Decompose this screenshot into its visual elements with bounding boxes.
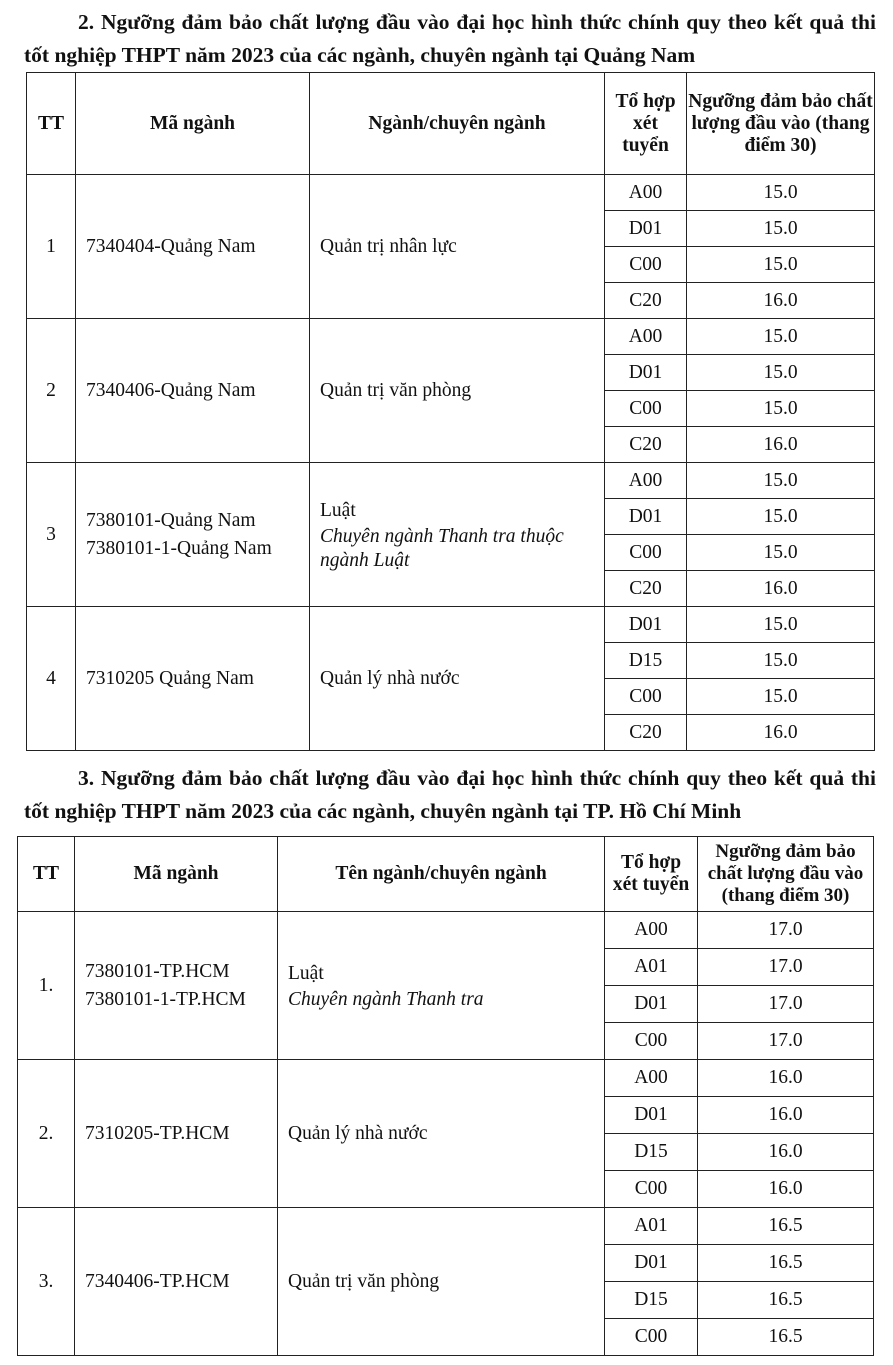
- threshold-score: 16.0: [698, 1060, 874, 1097]
- major-code-cell: [75, 1060, 278, 1208]
- combo-code: D01: [605, 211, 687, 247]
- major-code: 7340404-Quảng Nam: [86, 235, 256, 257]
- row-number: 2: [27, 319, 76, 463]
- major-code: 7340406-Quảng Nam: [86, 379, 256, 401]
- threshold-score: 16.0: [687, 571, 875, 607]
- combo-code: D15: [605, 1282, 698, 1319]
- major-code: 7310205 Quảng Nam: [86, 667, 254, 689]
- header-name: Ngành/chuyên ngành: [310, 73, 605, 175]
- row-number: 4: [27, 607, 76, 751]
- major-code: 7380101-TP.HCM: [85, 960, 230, 982]
- major-code: 7380101-1-TP.HCM: [85, 988, 246, 1010]
- combo-code: C20: [605, 571, 687, 607]
- combo-code: A00: [605, 175, 687, 211]
- threshold-score: 15.0: [687, 247, 875, 283]
- threshold-score: 17.0: [698, 949, 874, 986]
- combo-code: A01: [605, 949, 698, 986]
- threshold-score: 16.0: [687, 715, 875, 751]
- threshold-score: 15.0: [687, 643, 875, 679]
- threshold-score: 15.0: [687, 463, 875, 499]
- header-code: Mã ngành: [75, 837, 278, 912]
- header-threshold: Ngưỡng đảm bảo chất lượng đầu vào (thang điểm 30): [698, 837, 874, 912]
- combo-code: C00: [605, 391, 687, 427]
- table-row: [18, 912, 874, 949]
- section3-heading: [24, 762, 876, 828]
- section3-title: 3. Ngưỡng đảm bảo chất lượng đầu vào đại học hình thức chính quy theo kết quả thi tốt nghiệp THPT năm 2023 của các ngành, chuyên ngành tại TP. Hồ Chí Minh: [24, 766, 876, 823]
- row-number: 2.: [18, 1060, 75, 1208]
- threshold-score: 15.0: [687, 211, 875, 247]
- major-name: Quản trị nhân lực: [320, 235, 457, 257]
- specialization: Chuyên ngành Thanh tra: [288, 988, 484, 1010]
- threshold-score: 15.0: [687, 499, 875, 535]
- combo-code: C20: [605, 715, 687, 751]
- combo-code: C00: [605, 1319, 698, 1356]
- major-name-cell: [278, 1060, 605, 1208]
- combo-code: D01: [605, 607, 687, 643]
- header-combo: Tổ hợp xét tuyển: [605, 73, 687, 175]
- combo-code: D15: [605, 1134, 698, 1171]
- threshold-score: 17.0: [698, 1023, 874, 1060]
- threshold-score: 16.0: [698, 1097, 874, 1134]
- major-code: 7340406-TP.HCM: [85, 1270, 230, 1292]
- major-code: 7380101-Quảng Nam: [86, 509, 256, 531]
- major-name-cell: [278, 1208, 605, 1356]
- combo-code: C00: [605, 1171, 698, 1208]
- threshold-score: 15.0: [687, 679, 875, 715]
- combo-code: D15: [605, 643, 687, 679]
- combo-code: A00: [605, 463, 687, 499]
- major-name: Quản lý nhà nước: [320, 667, 460, 689]
- row-number: 1.: [18, 912, 75, 1060]
- combo-code: A00: [605, 319, 687, 355]
- threshold-score: 16.0: [698, 1134, 874, 1171]
- major-name-cell: [310, 607, 605, 751]
- table-row: [27, 607, 875, 643]
- combo-code: C00: [605, 679, 687, 715]
- threshold-score: 15.0: [687, 607, 875, 643]
- section2-table: [26, 72, 875, 751]
- combo-code: A00: [605, 1060, 698, 1097]
- table-row: [27, 319, 875, 355]
- major-name-cell: [278, 912, 605, 1060]
- section2-body: [27, 175, 875, 751]
- major-code: 7310205-TP.HCM: [85, 1122, 230, 1144]
- threshold-score: 17.0: [698, 986, 874, 1023]
- header-threshold: Ngưỡng đảm bảo chất lượng đầu vào (thang điểm 30): [687, 73, 875, 175]
- threshold-score: 15.0: [687, 535, 875, 571]
- row-number: 3: [27, 463, 76, 607]
- table-row: [18, 1060, 874, 1097]
- major-code-cell: [76, 175, 310, 319]
- combo-code: D01: [605, 986, 698, 1023]
- threshold-score: 16.5: [698, 1245, 874, 1282]
- section3-table: [17, 836, 874, 1356]
- table-row: [18, 1208, 874, 1245]
- major-code-cell: [75, 912, 278, 1060]
- major-name: Quản trị văn phòng: [320, 379, 472, 401]
- table-row: [27, 463, 875, 499]
- combo-code: C20: [605, 427, 687, 463]
- combo-code: A01: [605, 1208, 698, 1245]
- combo-code: C00: [605, 1023, 698, 1060]
- header-tt: TT: [27, 73, 76, 175]
- specialization: Chuyên ngành Thanh tra thuộc ngành Luật: [320, 525, 564, 571]
- section2-title: 2. Ngưỡng đảm bảo chất lượng đầu vào đại học hình thức chính quy theo kết quả thi tốt nghiệp THPT năm 2023 của các ngành, chuyên ngành tại Quảng Nam: [24, 10, 876, 67]
- combo-code: C00: [605, 247, 687, 283]
- major-name-cell: [310, 175, 605, 319]
- header-combo: Tổ hợp xét tuyển: [605, 837, 698, 912]
- threshold-score: 16.0: [698, 1171, 874, 1208]
- major-code-cell: [75, 1208, 278, 1356]
- table-row: [27, 175, 875, 211]
- major-name: Luật: [288, 962, 324, 984]
- row-number: 3.: [18, 1208, 75, 1356]
- major-code-cell: [76, 319, 310, 463]
- major-name: Luật: [320, 499, 356, 521]
- threshold-score: 16.0: [687, 283, 875, 319]
- major-code: 7380101-1-Quảng Nam: [86, 537, 272, 559]
- combo-code: D01: [605, 355, 687, 391]
- major-name: Quản lý nhà nước: [288, 1122, 428, 1144]
- section3-table-wrap: [17, 836, 874, 1356]
- threshold-score: 15.0: [687, 175, 875, 211]
- major-name-cell: [310, 463, 605, 607]
- major-name: Quản trị văn phòng: [288, 1270, 440, 1292]
- combo-code: D01: [605, 499, 687, 535]
- combo-code: C20: [605, 283, 687, 319]
- major-name-cell: [310, 319, 605, 463]
- threshold-score: 17.0: [698, 912, 874, 949]
- header-name: Tên ngành/chuyên ngành: [278, 837, 605, 912]
- threshold-score: 16.0: [687, 427, 875, 463]
- combo-code: A00: [605, 912, 698, 949]
- section2-heading: [24, 6, 876, 72]
- threshold-score: 16.5: [698, 1319, 874, 1356]
- threshold-score: 16.5: [698, 1208, 874, 1245]
- header-tt: TT: [18, 837, 75, 912]
- threshold-score: 15.0: [687, 319, 875, 355]
- threshold-score: 16.5: [698, 1282, 874, 1319]
- section2-table-wrap: [26, 72, 875, 751]
- combo-code: D01: [605, 1097, 698, 1134]
- threshold-score: 15.0: [687, 391, 875, 427]
- header-code: Mã ngành: [76, 73, 310, 175]
- row-number: 1: [27, 175, 76, 319]
- section3-body: [18, 912, 874, 1356]
- major-code-cell: [76, 463, 310, 607]
- combo-code: D01: [605, 1245, 698, 1282]
- threshold-score: 15.0: [687, 355, 875, 391]
- combo-code: C00: [605, 535, 687, 571]
- major-code-cell: [76, 607, 310, 751]
